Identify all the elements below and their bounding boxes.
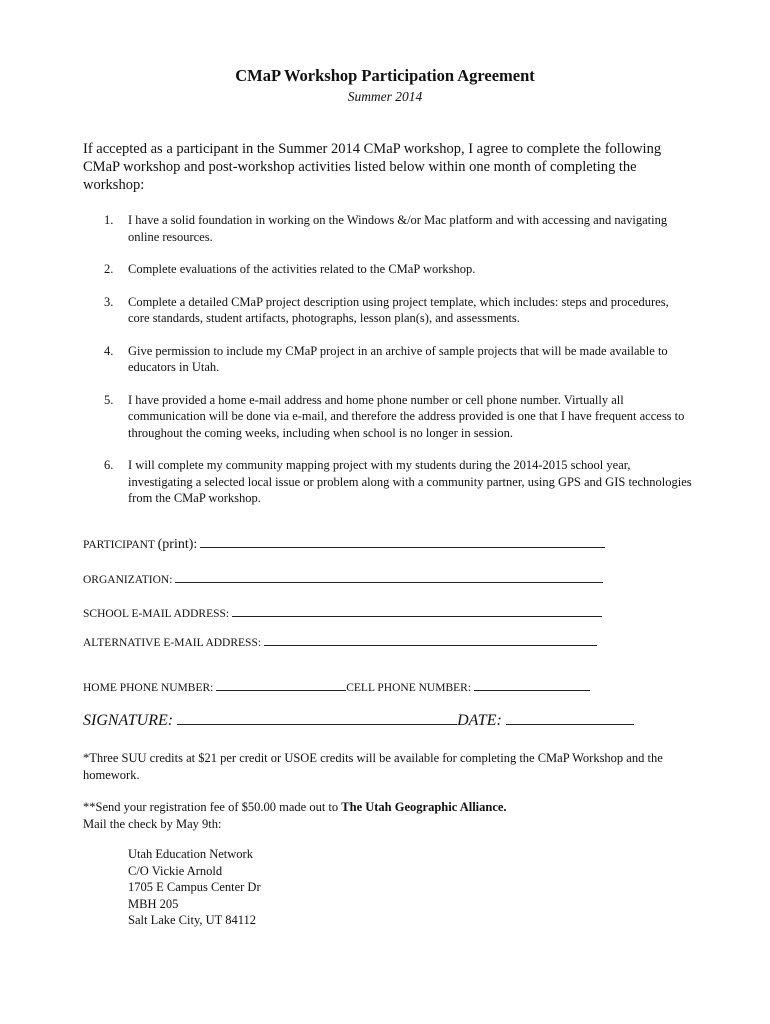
signature-row — [83, 712, 634, 730]
signature-label: SIGNATURE: — [83, 712, 174, 729]
fee-note — [83, 799, 693, 816]
page-subtitle: Summer 2014 — [347, 89, 423, 104]
cell-phone-label: CELL PHONE NUMBER: — [346, 682, 472, 694]
list-item-number: 1. — [104, 213, 114, 227]
participant-label: PARTICIPANT — [83, 539, 155, 551]
list-item-text: I will complete my community mapping project with my students during the 2014-2015 school year, investigating a selected local issue or problem along with a community partner, using GPS and GIS technologies from the CMaP workshop. — [128, 458, 692, 505]
home-phone-field[interactable] — [216, 680, 346, 691]
school-email-field[interactable] — [232, 606, 602, 617]
organization-field-row — [83, 572, 603, 586]
home-phone-label: HOME PHONE NUMBER: — [83, 682, 214, 694]
activity-list — [83, 212, 693, 523]
intro-paragraph: If accepted as a participant in the Summer 2014 CMaP workshop, I agree to complete the following CMaP workshop and post-workshop activities listed below within one month of completing the workshop: — [83, 141, 662, 193]
address-line: 1705 E Campus Center Dr — [128, 880, 261, 894]
mail-by-note: Mail the check by May 9th: — [83, 817, 222, 831]
credits-note: *Three SUU credits at $21 per credit or USOE credits will be available for completing the CMaP Workshop and the homework. — [83, 751, 663, 782]
organization-field[interactable] — [175, 572, 603, 583]
list-item — [83, 457, 693, 507]
list-item-text: Complete evaluations of the activities related to the CMaP workshop. — [128, 262, 476, 276]
list-item-number: 2. — [104, 262, 114, 276]
list-item — [83, 261, 693, 278]
list-item — [83, 392, 693, 442]
mailing-address — [128, 846, 261, 929]
alt-email-field-row — [83, 635, 597, 649]
alt-email-field[interactable] — [264, 635, 597, 646]
date-field[interactable] — [506, 714, 634, 725]
list-item-number: 4. — [104, 343, 114, 358]
list-item-text: Complete a detailed CMaP project description using project template, which includes: steps and procedures, core standards, student artifacts, photographs, lesson plan(s), and assessments. — [128, 294, 669, 325]
list-item-text: I have provided a home e-mail address and home phone number or cell phone number. Virtually all communication will be done via e-mail, and therefore the address provided is one that I have frequent access to throughout the coming weeks, including when school is no longer in session. — [128, 392, 685, 440]
address-line: C/O Vickie Arnold — [128, 863, 223, 878]
fee-note-text: **Send your registration fee of $50.00 made out to — [83, 800, 342, 814]
phone-field-row — [83, 680, 590, 694]
list-item-text: Give permission to include my CMaP project in an archive of sample projects that will be made available to educators in Utah. — [128, 343, 668, 374]
participant-label-suffix: (print): — [157, 537, 198, 552]
date-label: DATE: — [457, 712, 502, 729]
school-email-field-row — [83, 606, 602, 620]
list-item — [83, 212, 693, 245]
cell-phone-field[interactable] — [474, 680, 590, 691]
list-item — [83, 294, 693, 327]
school-email-label: SCHOOL E-MAIL ADDRESS: — [83, 608, 230, 620]
participant-name-field[interactable] — [200, 537, 605, 548]
page-title: CMaP Workshop Participation Agreement — [235, 66, 535, 85]
address-line: MBH 205 — [128, 896, 179, 911]
list-item-number: 6. — [104, 458, 114, 472]
alt-email-label: ALTERNATIVE E-MAIL ADDRESS: — [83, 637, 262, 649]
list-item-number: 5. — [104, 392, 114, 407]
list-item — [83, 343, 693, 376]
address-line: Salt Lake City, UT 84112 — [128, 913, 256, 927]
list-item-number: 3. — [104, 294, 114, 309]
organization-label: ORGANIZATION: — [83, 574, 173, 586]
participant-field-row — [83, 537, 605, 553]
list-item-text: I have a solid foundation in working on the Windows &/or Mac platform and with accessing and navigating online resources. — [128, 213, 668, 244]
address-line: Utah Education Network — [128, 847, 253, 861]
signature-field[interactable] — [177, 714, 457, 725]
fee-payee: The Utah Geographic Alliance. — [341, 800, 507, 814]
